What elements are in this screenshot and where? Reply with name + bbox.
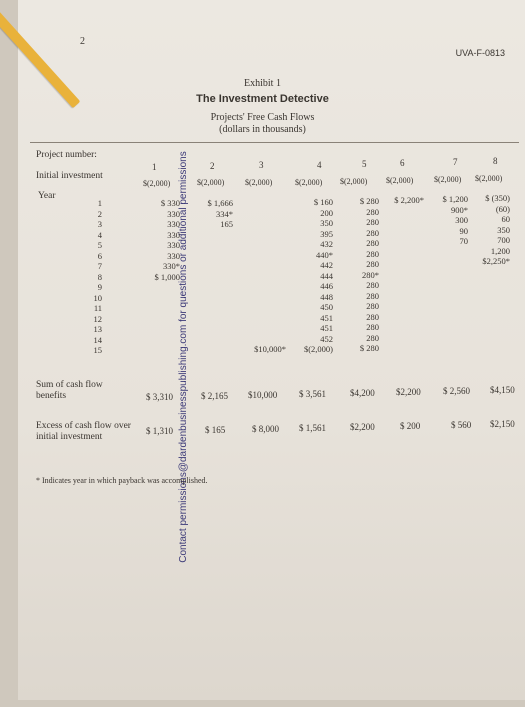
year-number: 9 <box>97 282 102 292</box>
cash-flow-cell: 280 <box>366 206 379 217</box>
cash-flow-cell <box>384 290 424 301</box>
cash-flow-cell <box>430 341 468 352</box>
cash-flow-cell <box>193 272 233 283</box>
project-number-3: 3 <box>259 160 264 170</box>
cash-flow-cell <box>244 281 286 292</box>
project-number-5: 5 <box>362 159 367 169</box>
sum-project-7: $ 2,560 <box>443 386 470 396</box>
cash-flow-cell <box>193 230 233 241</box>
sum-project-2: $ 2,165 <box>201 391 228 401</box>
cash-flow-cell: 1,200 <box>490 245 510 256</box>
cash-flow-cell <box>384 227 424 238</box>
cash-flow-column-project-5 <box>343 196 379 354</box>
sum-project-8: $4,150 <box>490 385 515 395</box>
cash-flow-cell: 900* <box>451 204 468 215</box>
year-number: 5 <box>97 240 102 250</box>
cash-flow-cell <box>136 282 180 293</box>
cash-flow-cell <box>384 248 424 259</box>
cash-flow-cell <box>136 314 180 325</box>
project-number-2: 2 <box>210 161 215 171</box>
cash-flow-cell: 280 <box>366 238 379 248</box>
cash-flow-cell <box>136 335 180 346</box>
cash-flow-cell <box>384 216 424 227</box>
cash-flow-cell <box>476 277 510 288</box>
cash-flow-cell <box>244 250 286 261</box>
cash-flow-cell <box>476 309 510 320</box>
cash-flow-cell <box>136 324 180 335</box>
cash-flow-cell <box>384 269 424 280</box>
year-number: 6 <box>97 250 102 261</box>
cash-flow-cell <box>476 298 510 309</box>
cash-flow-cell: $ 1,000 <box>154 271 180 282</box>
cash-flow-cell <box>193 261 233 272</box>
cash-flow-cell <box>136 293 180 304</box>
project-number-6: 6 <box>400 158 405 168</box>
cash-flow-cell: 280 <box>366 301 379 311</box>
cash-flow-cell <box>430 268 468 279</box>
year-number: 3 <box>97 219 102 229</box>
cash-flow-cell: 330 <box>167 240 180 250</box>
cash-flow-cell: 446 <box>320 281 333 291</box>
cash-flow-cell <box>244 302 286 313</box>
excess-label-line-1: Excess of cash flow over <box>36 421 131 431</box>
cash-flow-cell <box>430 310 468 321</box>
cash-flow-cell: 451 <box>320 312 333 323</box>
side-copyright-text: Contact permissions@dardenbusinesspublishing.com for questions or additional permissions <box>178 151 189 563</box>
exhibit-title: The Investment Detective <box>196 93 329 105</box>
sum-project-6: $2,200 <box>396 387 421 397</box>
cash-flow-cell: 451 <box>320 323 333 333</box>
project-number-7: 7 <box>453 157 458 167</box>
cash-flow-cell: 440* <box>316 249 333 260</box>
cash-flow-cell: 442 <box>320 260 333 270</box>
cash-flow-cell: $ (350) <box>485 193 510 203</box>
cash-flow-cell: 200 <box>320 207 333 218</box>
cash-flow-cell: 280 <box>366 322 379 332</box>
footnote: * Indicates year in which payback was accomplished. <box>36 476 208 485</box>
cash-flow-cell: $ 280 <box>359 343 379 353</box>
excess-project-3: $ 8,000 <box>252 424 279 434</box>
cash-flow-cell: 90 <box>459 225 468 236</box>
cash-flow-column-project-4 <box>291 197 333 355</box>
cash-flow-cell: 350 <box>320 218 333 228</box>
cash-flow-cell: 452 <box>320 333 333 344</box>
excess-project-7: $ 560 <box>451 420 472 430</box>
initial-investment-4: $(2,000) <box>295 178 323 187</box>
cash-flow-cell <box>193 282 233 293</box>
cash-flow-cell: 280 <box>366 311 379 322</box>
cash-flow-cell: 395 <box>320 228 333 239</box>
sum-cash-flow-label <box>36 380 103 402</box>
excess-project-8: $2,150 <box>490 419 515 429</box>
cash-flow-column-project-7 <box>430 194 468 352</box>
project-number-4: 4 <box>317 160 322 170</box>
year-label: Year <box>38 191 56 201</box>
year-numbers-column <box>82 198 102 356</box>
year-number: 1 <box>97 198 102 208</box>
year-number: 13 <box>93 324 102 334</box>
cash-flow-cell: 70 <box>459 236 468 246</box>
excess-cash-flow-label <box>36 421 131 443</box>
exhibit-label: Exhibit 1 <box>244 78 281 89</box>
cash-flow-cell: 450 <box>320 302 333 312</box>
cash-flow-cell <box>430 320 468 331</box>
cash-flow-cell: 334* <box>216 208 233 219</box>
cash-flow-cell: 280 <box>366 332 379 343</box>
cash-flow-cell: 448 <box>320 291 333 302</box>
cash-flow-cell <box>476 319 510 330</box>
cash-flow-cell <box>244 260 286 271</box>
cash-flow-cell: 280 <box>366 217 379 227</box>
cash-flow-cell: 280 <box>366 227 379 238</box>
year-number: 15 <box>93 345 102 355</box>
cash-flow-cell: 330 <box>167 208 180 219</box>
year-number: 10 <box>93 292 102 303</box>
cash-flow-cell <box>244 292 286 303</box>
subtitle-line-1: Projects' Free Cash Flows <box>210 112 315 123</box>
excess-project-6: $ 200 <box>400 421 421 431</box>
cash-flow-cell <box>430 247 468 258</box>
cash-flow-cell: 330 <box>167 250 180 261</box>
cash-flow-cell: $2,250* <box>482 256 510 266</box>
cash-flow-cell: $ 1,666 <box>207 198 233 208</box>
cash-flow-cell <box>384 206 424 217</box>
exhibit-subtitle <box>0 112 525 136</box>
initial-investment-label: Initial investment <box>36 171 103 181</box>
project-number-8: 8 <box>493 156 498 166</box>
cash-flow-cell <box>244 313 286 324</box>
cash-flow-cell: 330* <box>163 261 180 271</box>
cash-flow-cell: 280 <box>366 280 379 290</box>
cash-flow-cell <box>384 332 424 343</box>
year-number: 4 <box>97 229 102 240</box>
cash-flow-cell <box>476 267 510 278</box>
cash-flow-cell <box>384 300 424 311</box>
cash-flow-cell: $ 1,200 <box>442 194 468 204</box>
excess-project-5: $2,200 <box>350 422 375 432</box>
cash-flow-column-project-3 <box>244 197 286 355</box>
sum-project-5: $4,200 <box>350 388 375 398</box>
excess-project-1: $ 1,310 <box>146 426 173 436</box>
cash-flow-column-project-6 <box>384 195 424 353</box>
initial-investment-7: $(2,000) <box>434 175 462 184</box>
initial-investment-3: $(2,000) <box>245 178 273 187</box>
initial-investment-1: $(2,000) <box>143 179 171 188</box>
cash-flow-cell <box>430 278 468 289</box>
cash-flow-cell <box>244 323 286 334</box>
cash-flow-cell <box>476 330 510 341</box>
cash-flow-cell: $10,000* <box>254 344 286 354</box>
cash-flow-cell <box>193 303 233 314</box>
cash-flow-cell <box>193 335 233 346</box>
year-number: 2 <box>97 208 102 219</box>
subtitle-line-2: (dollars in thousands) <box>219 124 306 135</box>
cash-flow-cell <box>384 237 424 248</box>
cash-flow-cell: 280* <box>362 269 379 280</box>
cash-flow-column-project-1 <box>136 198 180 356</box>
cash-flow-cell: 700 <box>497 235 510 245</box>
cash-flow-column-project-8 <box>476 193 510 351</box>
cash-flow-cell <box>136 303 180 314</box>
cash-flow-cell: 350 <box>497 224 510 235</box>
cash-flow-cell: $ 330 <box>160 198 180 208</box>
cash-flow-cell <box>430 289 468 300</box>
cash-flow-cell <box>384 342 424 353</box>
cash-flow-cell <box>244 218 286 229</box>
cash-flow-cell <box>244 229 286 240</box>
cash-flow-cell <box>244 239 286 250</box>
cash-flow-cell <box>193 345 233 356</box>
cash-flow-cell <box>193 293 233 304</box>
year-number: 8 <box>97 271 102 282</box>
cash-flow-cell <box>136 345 180 356</box>
cash-flow-cell: 280 <box>366 259 379 269</box>
year-number: 11 <box>93 303 102 313</box>
year-number: 14 <box>93 334 102 345</box>
cash-flow-cell: 165 <box>220 219 233 229</box>
project-number-1: 1 <box>152 162 157 172</box>
document-id: UVA-F-0813 <box>455 48 505 58</box>
cash-flow-cell: 280 <box>366 290 379 301</box>
sum-project-1: $ 3,310 <box>146 392 173 402</box>
cash-flow-cell: 330 <box>167 229 180 240</box>
year-number: 7 <box>97 261 102 271</box>
excess-project-4: $ 1,561 <box>299 423 326 433</box>
cash-flow-cell <box>430 299 468 310</box>
sum-label-line-2: benefits <box>36 391 67 401</box>
cash-flow-cell: 330 <box>167 219 180 229</box>
cash-flow-cell: 432 <box>320 239 333 249</box>
cash-flow-cell <box>193 314 233 325</box>
cash-flow-cell <box>384 321 424 332</box>
excess-project-2: $ 165 <box>205 425 226 435</box>
cash-flow-cell <box>244 334 286 345</box>
cash-flow-cell <box>430 257 468 268</box>
page-number: 2 <box>80 36 85 47</box>
year-number: 12 <box>93 313 102 324</box>
cash-flow-cell: 300 <box>455 215 468 225</box>
cash-flow-cell <box>476 340 510 351</box>
cash-flow-cell <box>193 240 233 251</box>
cash-flow-cell <box>193 324 233 335</box>
project-number-label: Project number: <box>36 150 97 160</box>
excess-label-line-2: initial investment <box>36 432 103 442</box>
sum-project-4: $ 3,561 <box>299 389 326 399</box>
cash-flow-cell <box>384 258 424 269</box>
initial-investment-6: $(2,000) <box>386 176 414 185</box>
sum-label-line-1: Sum of cash flow <box>36 380 103 390</box>
cash-flow-cell: $ 2,200* <box>394 195 424 205</box>
cash-flow-cell <box>193 251 233 262</box>
initial-investment-2: $(2,000) <box>197 178 225 187</box>
cash-flow-cell <box>430 331 468 342</box>
cash-flow-cell: 60 <box>501 214 510 224</box>
cash-flow-cell <box>244 197 286 208</box>
table-top-rule <box>30 142 519 143</box>
cash-flow-cell: 280 <box>366 248 379 259</box>
cash-flow-cell: $ 160 <box>313 197 333 207</box>
cash-flow-column-project-2 <box>193 198 233 356</box>
cash-flow-cell <box>244 208 286 219</box>
cash-flow-cell: $ 280 <box>359 196 379 206</box>
initial-investment-5: $(2,000) <box>340 177 368 186</box>
cash-flow-cell <box>384 279 424 290</box>
cash-flow-cell <box>244 271 286 282</box>
initial-investment-8: $(2,000) <box>475 174 503 183</box>
cash-flow-cell <box>384 311 424 322</box>
cash-flow-cell: (60) <box>495 203 510 214</box>
cash-flow-cell <box>476 288 510 299</box>
cash-flow-cell: 444 <box>320 270 333 281</box>
sum-project-3: $10,000 <box>248 390 278 400</box>
cash-flow-cell: $(2,000) <box>303 344 333 354</box>
